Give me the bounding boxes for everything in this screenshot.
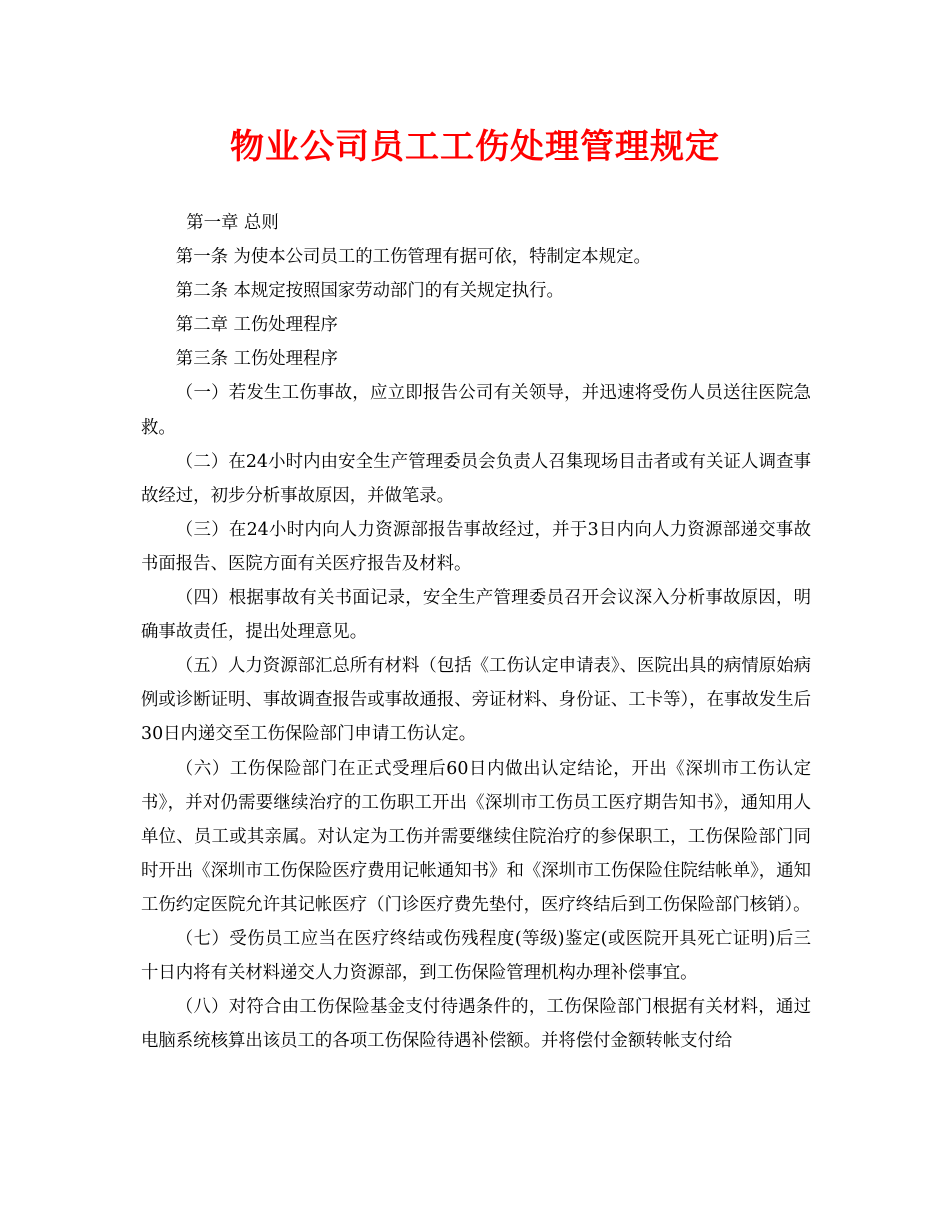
procedure-item: （七）受伤员工应当在医疗终结或伤残程度(等级)鉴定(或医院开具死亡证明)后三十日内将有关材料递交人力资源部，到工伤保险管理机构办理补偿事宜。 xyxy=(141,928,811,984)
document-body xyxy=(141,206,811,1058)
article-paragraph: 第三条 工伤处理程序 xyxy=(175,349,338,370)
procedure-item: （三）在24小时内向人力资源部报告事故经过，并于3日内向人力资源部递交事故书面报告、医院方面有关医疗报告及材料。 xyxy=(141,519,811,574)
article-paragraph: 第二条 本规定按照国家劳动部门的有关规定执行。 xyxy=(175,281,564,302)
procedure-item: （八）对符合由工伤保险基金支付待遇条件的，工伤保险部门根据有关材料，通过电脑系统核算出该员工的各项工伤保险待遇补偿额。并将偿付金额转帐支付给 xyxy=(141,997,811,1052)
procedure-item: （四）根据事故有关书面记录，安全生产管理委员召开会议深入分析事故原因，明确事故责任，提出处理意见。 xyxy=(141,588,811,643)
procedure-item: （五）人力资源部汇总所有材料（包括《工伤认定申请表》、医院出具的病情原始病例或诊断证明、事故调查报告或事故通报、旁证材料、身份证、工卡等），在事故发生后30日内递交至工伤保险部门申请工伤认定。 xyxy=(141,656,811,745)
procedure-item: （二）在24小时内由安全生产管理委员会负责人召集现场目击者或有关证人调查事故经过，初步分析事故原因，并做笔录。 xyxy=(141,451,811,506)
procedure-item: （一）若发生工伤事故，应立即报告公司有关领导，并迅速将受伤人员送往医院急救。 xyxy=(141,383,811,438)
chapter-heading: 第一章 总则 xyxy=(186,213,279,233)
chapter-heading: 第二章 工伤处理程序 xyxy=(175,315,338,336)
article-paragraph: 第一条 为使本公司员工的工伤管理有据可依，特制定本规定。 xyxy=(175,247,651,268)
document-title: 物业公司员工工伤处理管理规定 xyxy=(230,127,720,167)
procedure-item: （六）工伤保险部门在正式受理后60日内做出认定结论，开出《深圳市工伤认定书》，并对仍需要继续治疗的工伤职工开出《深圳市工伤员工医疗期告知书》，通知用人单位、员工或其亲属。对认定为工伤并需要继续住院治疗的参保职工，工伤保险部门同时开出《深圳市工伤保险医疗费用记帐通知书》和《深圳市工伤保险住院结帐单》，通知工伤约定医院允许其记帐医疗（门诊医疗费先垫付，医疗终结后到工伤保险部门核销）。 xyxy=(141,758,811,915)
